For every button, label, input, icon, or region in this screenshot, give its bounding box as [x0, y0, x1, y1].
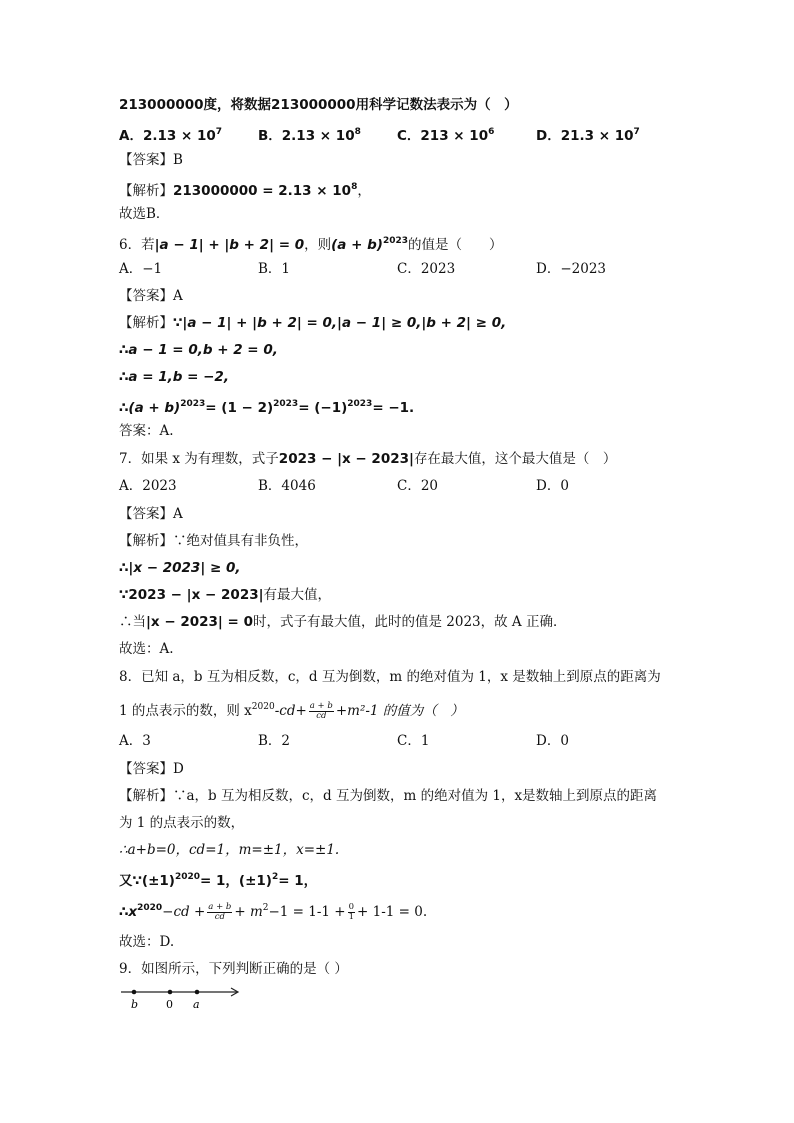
q6-option-d: D．−2023 [536, 261, 606, 277]
q7-analysis-2: ∴|x − 2023| ≥ 0, [119, 560, 241, 576]
q6-answer: 【答案】A [119, 288, 183, 304]
q5-answer: 【答案】B [119, 152, 183, 168]
q8-analysis-fraction: $\frac{a + b}{cd}$ [208, 902, 232, 922]
q5-option-c: C．$213 \times 10^6$ [397, 127, 495, 144]
q7-analysis-3: ∵2023 − |x − 2023|有最大值， [119, 587, 332, 603]
number-line-figure [119, 986, 249, 1016]
q8-option-d: D．0 [536, 733, 569, 749]
q8-analysis-4: $\therefore x^{2020}-cd$ + $\frac{a + b}{cd}$ + $m^2-1 = 1-1$ + $\frac{0}{1}$ + 1-1 = 0. [119, 902, 428, 922]
q5-option-a: A．$2.13 \times 10^7$ [119, 127, 223, 144]
q6-option-a: A．−1 [119, 261, 163, 277]
q7-option-d: D．0 [536, 478, 569, 494]
q8-analysis-fraction-2: $\frac{0}{1}$ [348, 902, 355, 922]
label-0: 0 [166, 998, 173, 1011]
q5-option-d: D．$21.3 \times 10^7$ [536, 127, 640, 144]
point-b [132, 990, 137, 995]
q7-stem: 7．如果 x 为有理数，式子2023 − |x − 2023|存在最大值，这个最大值是（ ） [119, 451, 617, 467]
q5-conclusion: 故选B． [119, 206, 170, 222]
q6-option-b: B．1 [258, 261, 291, 277]
label-b: b [131, 998, 139, 1011]
point-0 [168, 990, 173, 995]
q6-analysis-2: ∴a − 1 = 0,b + 2 = 0, [119, 342, 278, 358]
q8-option-b: B．2 [258, 733, 291, 749]
q9-stem: 9．如图所示，下列判断正确的是（ ） [119, 961, 348, 977]
q7-option-a: A．2023 [119, 478, 177, 494]
q7-analysis-4: ∴当|x − 2023| = 0时，式子有最大值，此时的值是 2023，故 A 正确． [119, 614, 567, 630]
q8-stem-2: 1 的点表示的数，则 $x^{2020}-cd+$ $\frac{a + b}{cd}$ +m²-1 的值为（ ） [119, 701, 464, 721]
q6-analysis-3: ∴a = 1,b = −2, [119, 369, 229, 385]
q7-conclusion: 故选：A. [119, 641, 174, 657]
number-line-svg [119, 986, 249, 1012]
label-a: a [193, 998, 200, 1011]
q7-option-b: B．4046 [258, 478, 316, 494]
q8-option-c: C．1 [397, 733, 430, 749]
q5-option-b: B．$2.13 \times 10^8$ [258, 127, 361, 144]
q8-answer: 【答案】D [119, 761, 184, 777]
q6-analysis-1: 【解析】∵|a − 1| + |b + 2| = 0,|a − 1| ≥ 0,|b + 2| ≥ 0, [119, 315, 507, 331]
q8-conclusion: 故选：D. [119, 934, 175, 950]
q7-option-c: C．20 [397, 478, 439, 494]
q8-analysis-2: ∴a+b=0，cd=1，m=±1，x=±1. [119, 842, 340, 858]
q8-analysis-1-cont: 为 1 的点表示的数， [119, 815, 245, 831]
q5-stem: 213000000度，将数据213000000用科学记数法表示为（ ） [119, 97, 518, 113]
q6-option-c: C．2023 [397, 261, 456, 277]
q8-stem-1: 8．已知 a，b 互为相反数，c，d 互为倒数，m 的绝对值为 1，x 是数轴上到原点的距离为 [119, 669, 661, 685]
q8-analysis-1: 【解析】∵a，b 互为相反数，c，d 互为倒数，m 的绝对值为 1，x是数轴上到原点的距离 [119, 788, 658, 804]
q6-stem: 6．若|a − 1| + |b + 2| = 0，则$(a + b)^{2023}$的值是（ ） [119, 236, 503, 253]
q7-analysis-1: 【解析】∵绝对值具有非负性， [119, 533, 308, 549]
q5-analysis: 【解析】$213000000 = 2.13 \times 10^8$， [119, 182, 371, 199]
q6-analysis-4: ∴(a + $b)^{2023}= (1 - 2)^{2023}= (-1)^{2023}= -1$. [119, 399, 415, 416]
point-a [195, 990, 200, 995]
q6-conclusion: 答案：A. [119, 423, 174, 439]
q8-analysis-3: 又$\because(\pm 1)^{2020}= 1$，$(\pm 1)^2= 1$， [119, 872, 318, 889]
q7-answer: 【答案】A [119, 506, 183, 522]
q8-option-a: A．3 [119, 733, 151, 749]
q8-stem-fraction: $\frac{a + b}{cd}$ [309, 701, 333, 721]
